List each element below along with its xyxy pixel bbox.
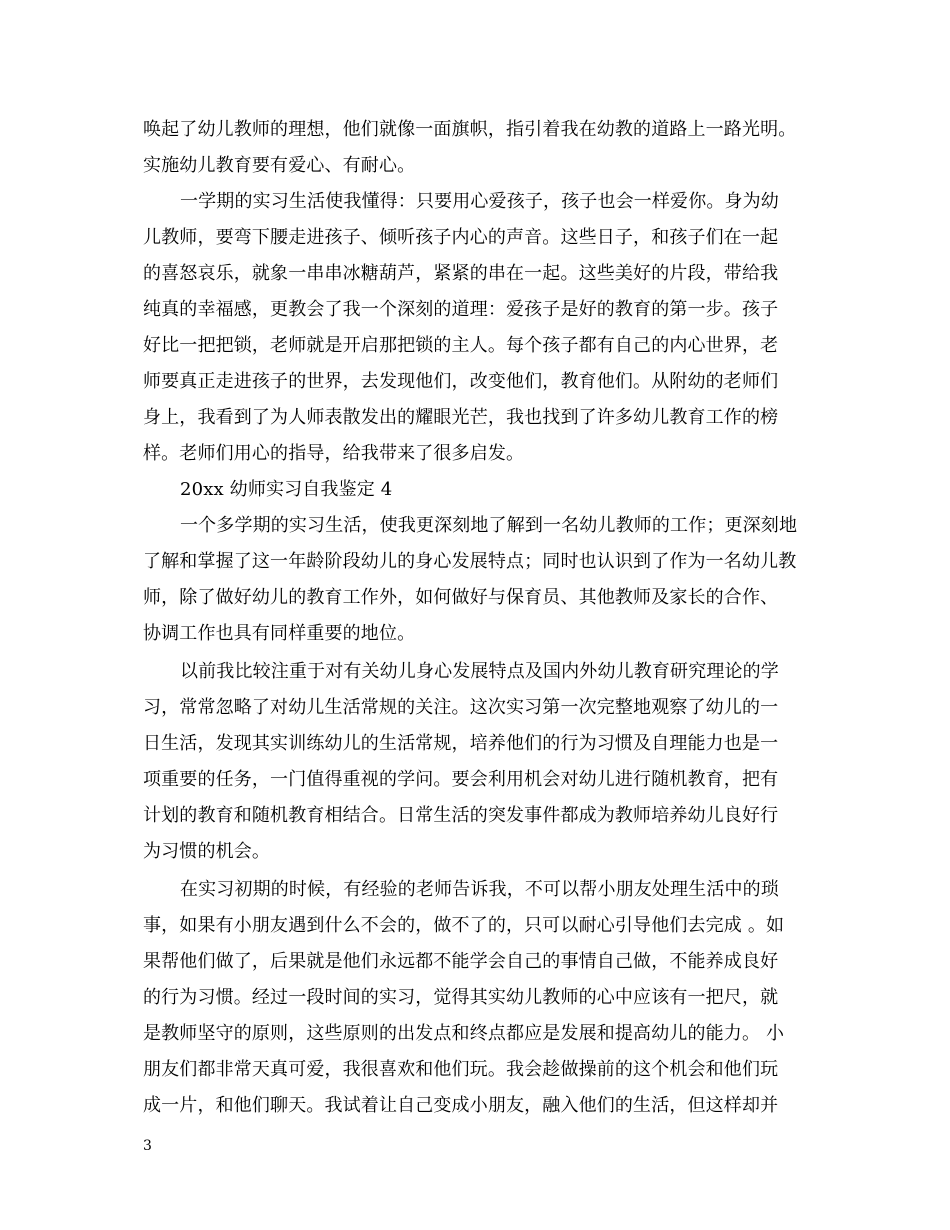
body-text-line: 朋友们都非常天真可爱，我很喜欢和他们玩。我会趁做操前的这个机会和他们玩 [143,1059,779,1080]
body-text-line: 习，常常忽略了对幼儿生活常规的关注。这次实习第一次完整地观察了幼儿的一 [143,697,779,718]
body-text-line: 师要真正走进孩子的世界，去发现他们，改变他们，教育他们。从附幼的老师们 [143,371,779,392]
paragraph-first-line: 在实习初期的时候，有经验的老师告诉我，不可以帮小朋友处理生活中的琐 [180,879,779,900]
paragraph-first-line: 一学期的实习生活使我懂得：只要用心爱孩子，孩子也会一样爱你。身为幼 [180,191,779,212]
body-text-line: 唤起了幼儿教师的理想，他们就像一面旗帜，指引着我在幼教的道路上一路光明。 [143,119,797,140]
body-text-line: 的喜怒哀乐，就象一串串冰糖葫芦，紧紧的串在一起。这些美好的片段，带给我 [143,263,779,284]
paragraph-first-line: 一个多学期的实习生活，使我更深刻地了解到一名幼儿教师的工作；更深刻地 [180,515,798,536]
body-text-line: 项重要的任务，一门值得重视的学问。要会利用机会对幼儿进行随机教育，把有 [143,769,779,790]
body-text-line: 儿教师，要弯下腰走进孩子、倾听孩子内心的声音。这些日子，和孩子们在一起 [143,227,779,248]
body-text-line: 好比一把把锁，老师就是开启那把锁的主人。每个孩子都有自己的内心世界，老 [143,335,779,356]
body-text-line: 师，除了做好幼儿的教育工作外，如何做好与保育员、其他教师及家长的合作、 [143,587,779,608]
body-text-line: 日生活，发现其实训练幼儿的生活常规，培养他们的行为习惯及自理能力也是一 [143,733,779,754]
body-text-line: 样。老师们用心的指导，给我带来了很多启发。 [143,443,525,464]
body-text-line: 果帮他们做了，后果就是他们永远都不能学会自己的事情自己做，不能养成良好 [143,951,779,972]
body-text-line: 事，如果有小朋友遇到什么不会的，做不了的，只可以耐心引导他们去完成 。如 [143,915,785,936]
page-number: 3 [143,1138,152,1154]
paragraph-first-line: 以前我比较注重于对有关幼儿身心发展特点及国内外幼儿教育研究理论的学 [180,661,779,682]
body-text-line: 协调工作也具有同样重要的地位。 [143,623,416,644]
body-text-line: 是教师坚守的原则，这些原则的出发点和终点都应是发展和提高幼儿的能力。 小 [143,1023,785,1044]
body-text-line: 计划的教育和随机教育相结合。日常生活的突发事件都成为教师培养幼儿良好行 [143,805,779,826]
body-text-line: 为习惯的机会。 [143,841,271,862]
body-text-line: 纯真的幸福感，更教会了我一个深刻的道理：爱孩子是好的教育的第一步。孩子 [143,299,779,320]
body-text-line: 实施幼儿教育要有爱心、有耐心。 [143,155,416,176]
body-text-line: 身上，我看到了为人师表散发出的耀眼光芒，我也找到了许多幼儿教育工作的榜 [143,407,779,428]
body-text-line: 成一片，和他们聊天。我试着让自己变成小朋友，融入他们的生活，但这样却并 [143,1095,779,1116]
body-text-line: 的行为习惯。经过一段时间的实习，觉得其实幼儿教师的心中应该有一把尺，就 [143,987,779,1008]
section-heading: 20xx 幼师实习自我鉴定 4 [180,479,393,500]
body-text-line: 了解和掌握了这一年龄阶段幼儿的身心发展特点；同时也认识到了作为一名幼儿教 [143,551,797,572]
